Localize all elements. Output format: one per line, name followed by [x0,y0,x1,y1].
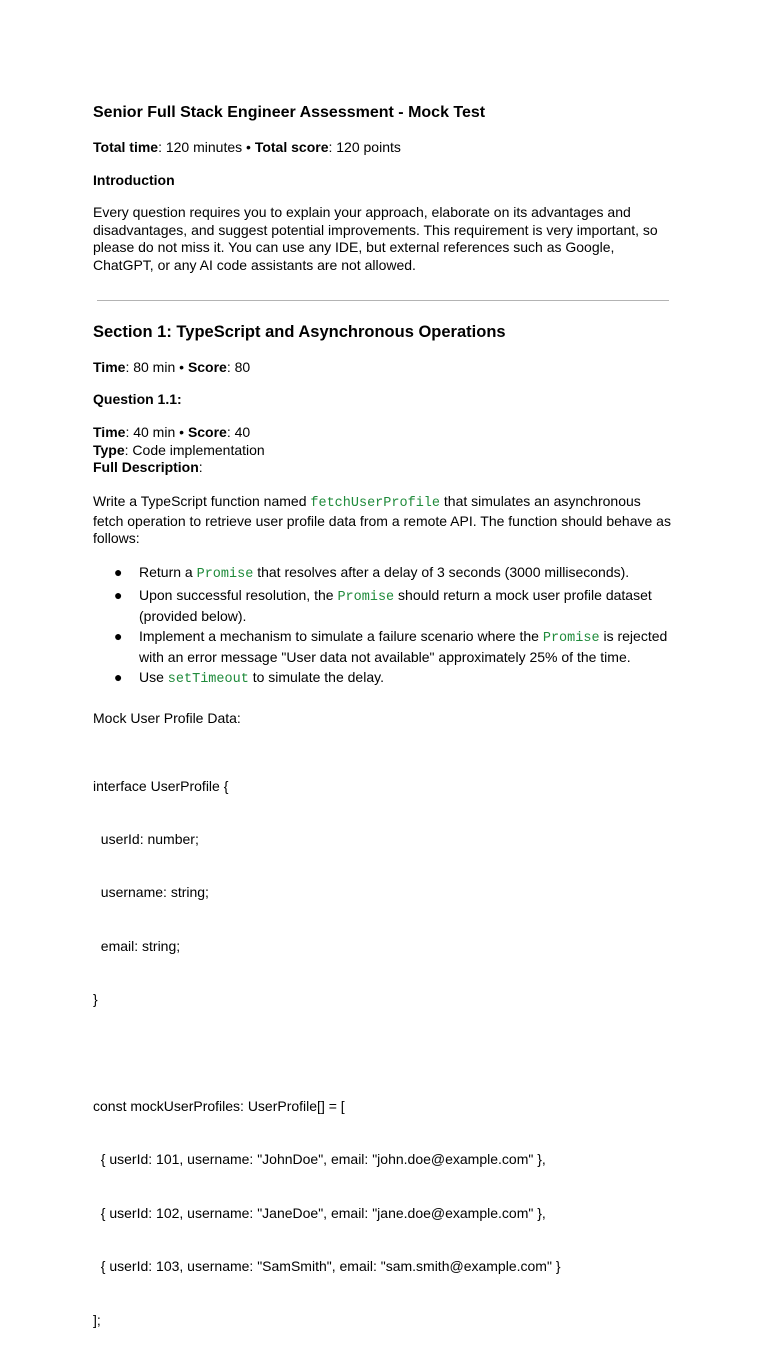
intro-heading [93,172,673,190]
list-item-text: Upon successful resolution, the [139,587,338,603]
list-item-text: should return a mock user profile dataset (provided below). [139,587,652,624]
question-time-score [93,424,673,442]
inline-code: Promise [542,631,600,646]
code-line: } [93,991,98,1008]
question-meta [93,424,673,477]
question-heading-text: Question 1.1: [93,391,182,407]
list-item-text: Implement a mechanism to simulate a failure scenario where the [139,628,543,644]
section-time-label: Time [93,359,126,375]
total-time-value: : 120 minutes [158,139,243,155]
section-score-label: Score [187,359,227,375]
code-block [93,742,561,1365]
inline-code: fetchUserProfile [310,496,440,511]
meta-separator: • [175,359,188,375]
bullet-icon: ● [114,669,123,685]
section-divider [97,300,669,301]
question-type [93,442,673,460]
description-colon: : [198,459,203,475]
list-item-text: that resolves after a delay of 3 seconds (3000 milliseconds). [253,564,630,580]
code-line: username: string; [93,884,209,901]
meta-separator: • [175,424,188,440]
section-1-meta [93,359,673,377]
requirements-list [114,563,674,691]
list-item [114,627,674,666]
question-time-label: Time [93,424,126,440]
paragraph-text: Write a TypeScript function named [93,493,311,509]
meta-separator: • [242,139,255,155]
list-item [114,563,674,584]
total-meta [93,139,673,157]
bullet-icon: ● [114,628,123,644]
total-score-value: : 120 points [328,139,401,155]
inline-code: Promise [196,567,254,582]
question-time-value: : 40 min [125,424,176,440]
code-line: const mockUserProfiles: UserProfile[] = [ [93,1097,345,1114]
mock-data-label: Mock User Profile Data: [93,710,241,726]
document-title: Senior Full Stack Engineer Assessment - Mock Test [93,104,486,121]
code-line: ]; [93,1311,101,1328]
code-line: email: string; [93,937,181,954]
code-line: { userId: 103, username: "SamSmith", email: "sam.smith@example.com" } [93,1258,561,1275]
list-item-text: Use [139,669,168,685]
list-item-text: to simulate the delay. [248,669,384,685]
section-1-heading: Section 1: TypeScript and Asynchronous Operations [93,323,506,341]
paragraph-text: that simulates an asynchronous fetch operation to retrieve user profile data from a remote API. The function should behave as follows: [93,493,671,546]
total-score-label: Total score [254,139,329,155]
section-score-value: : 80 [226,359,251,375]
question-score-label: Score [187,424,227,440]
bullet-icon: ● [114,564,123,580]
code-line: { userId: 102, username: "JaneDoe", email: "jane.doe@example.com" }, [93,1204,546,1221]
list-item-text: is rejected with an error message "User data not available" approximately 25% of the time. [139,628,668,665]
section-time-value: : 80 min [125,359,176,375]
bullet-icon: ● [114,587,123,603]
question-description-label [93,459,673,477]
code-line: interface UserProfile { [93,777,229,794]
description-label: Full Description [93,459,199,475]
code-line: userId: number; [93,830,199,847]
question-score-value: : 40 [226,424,251,440]
question-type-value: : Code implementation [124,441,265,458]
total-time-label: Total time [93,139,159,155]
question-paragraph [93,493,673,548]
list-item-text: Return a [139,564,197,580]
list-item [114,586,674,625]
question-heading [93,391,673,409]
inline-code: Promise [337,590,395,605]
intro-text: Every question requires you to explain your approach, elaborate on its advantages and disadvantages, and suggest potential improvements. This requirement is very important, so please do not miss it. You can use any IDE, but external references such as Google, ChatGPT, or any AI code assistants are not allowed. [93,204,658,273]
code-line [93,1045,561,1063]
intro-heading-text: Introduction [93,172,175,188]
inline-code: setTimeout [167,672,249,687]
question-type-label: Type [93,441,125,458]
list-item [114,668,674,689]
code-line: { userId: 101, username: "JohnDoe", email: "john.doe@example.com" }, [93,1151,546,1168]
